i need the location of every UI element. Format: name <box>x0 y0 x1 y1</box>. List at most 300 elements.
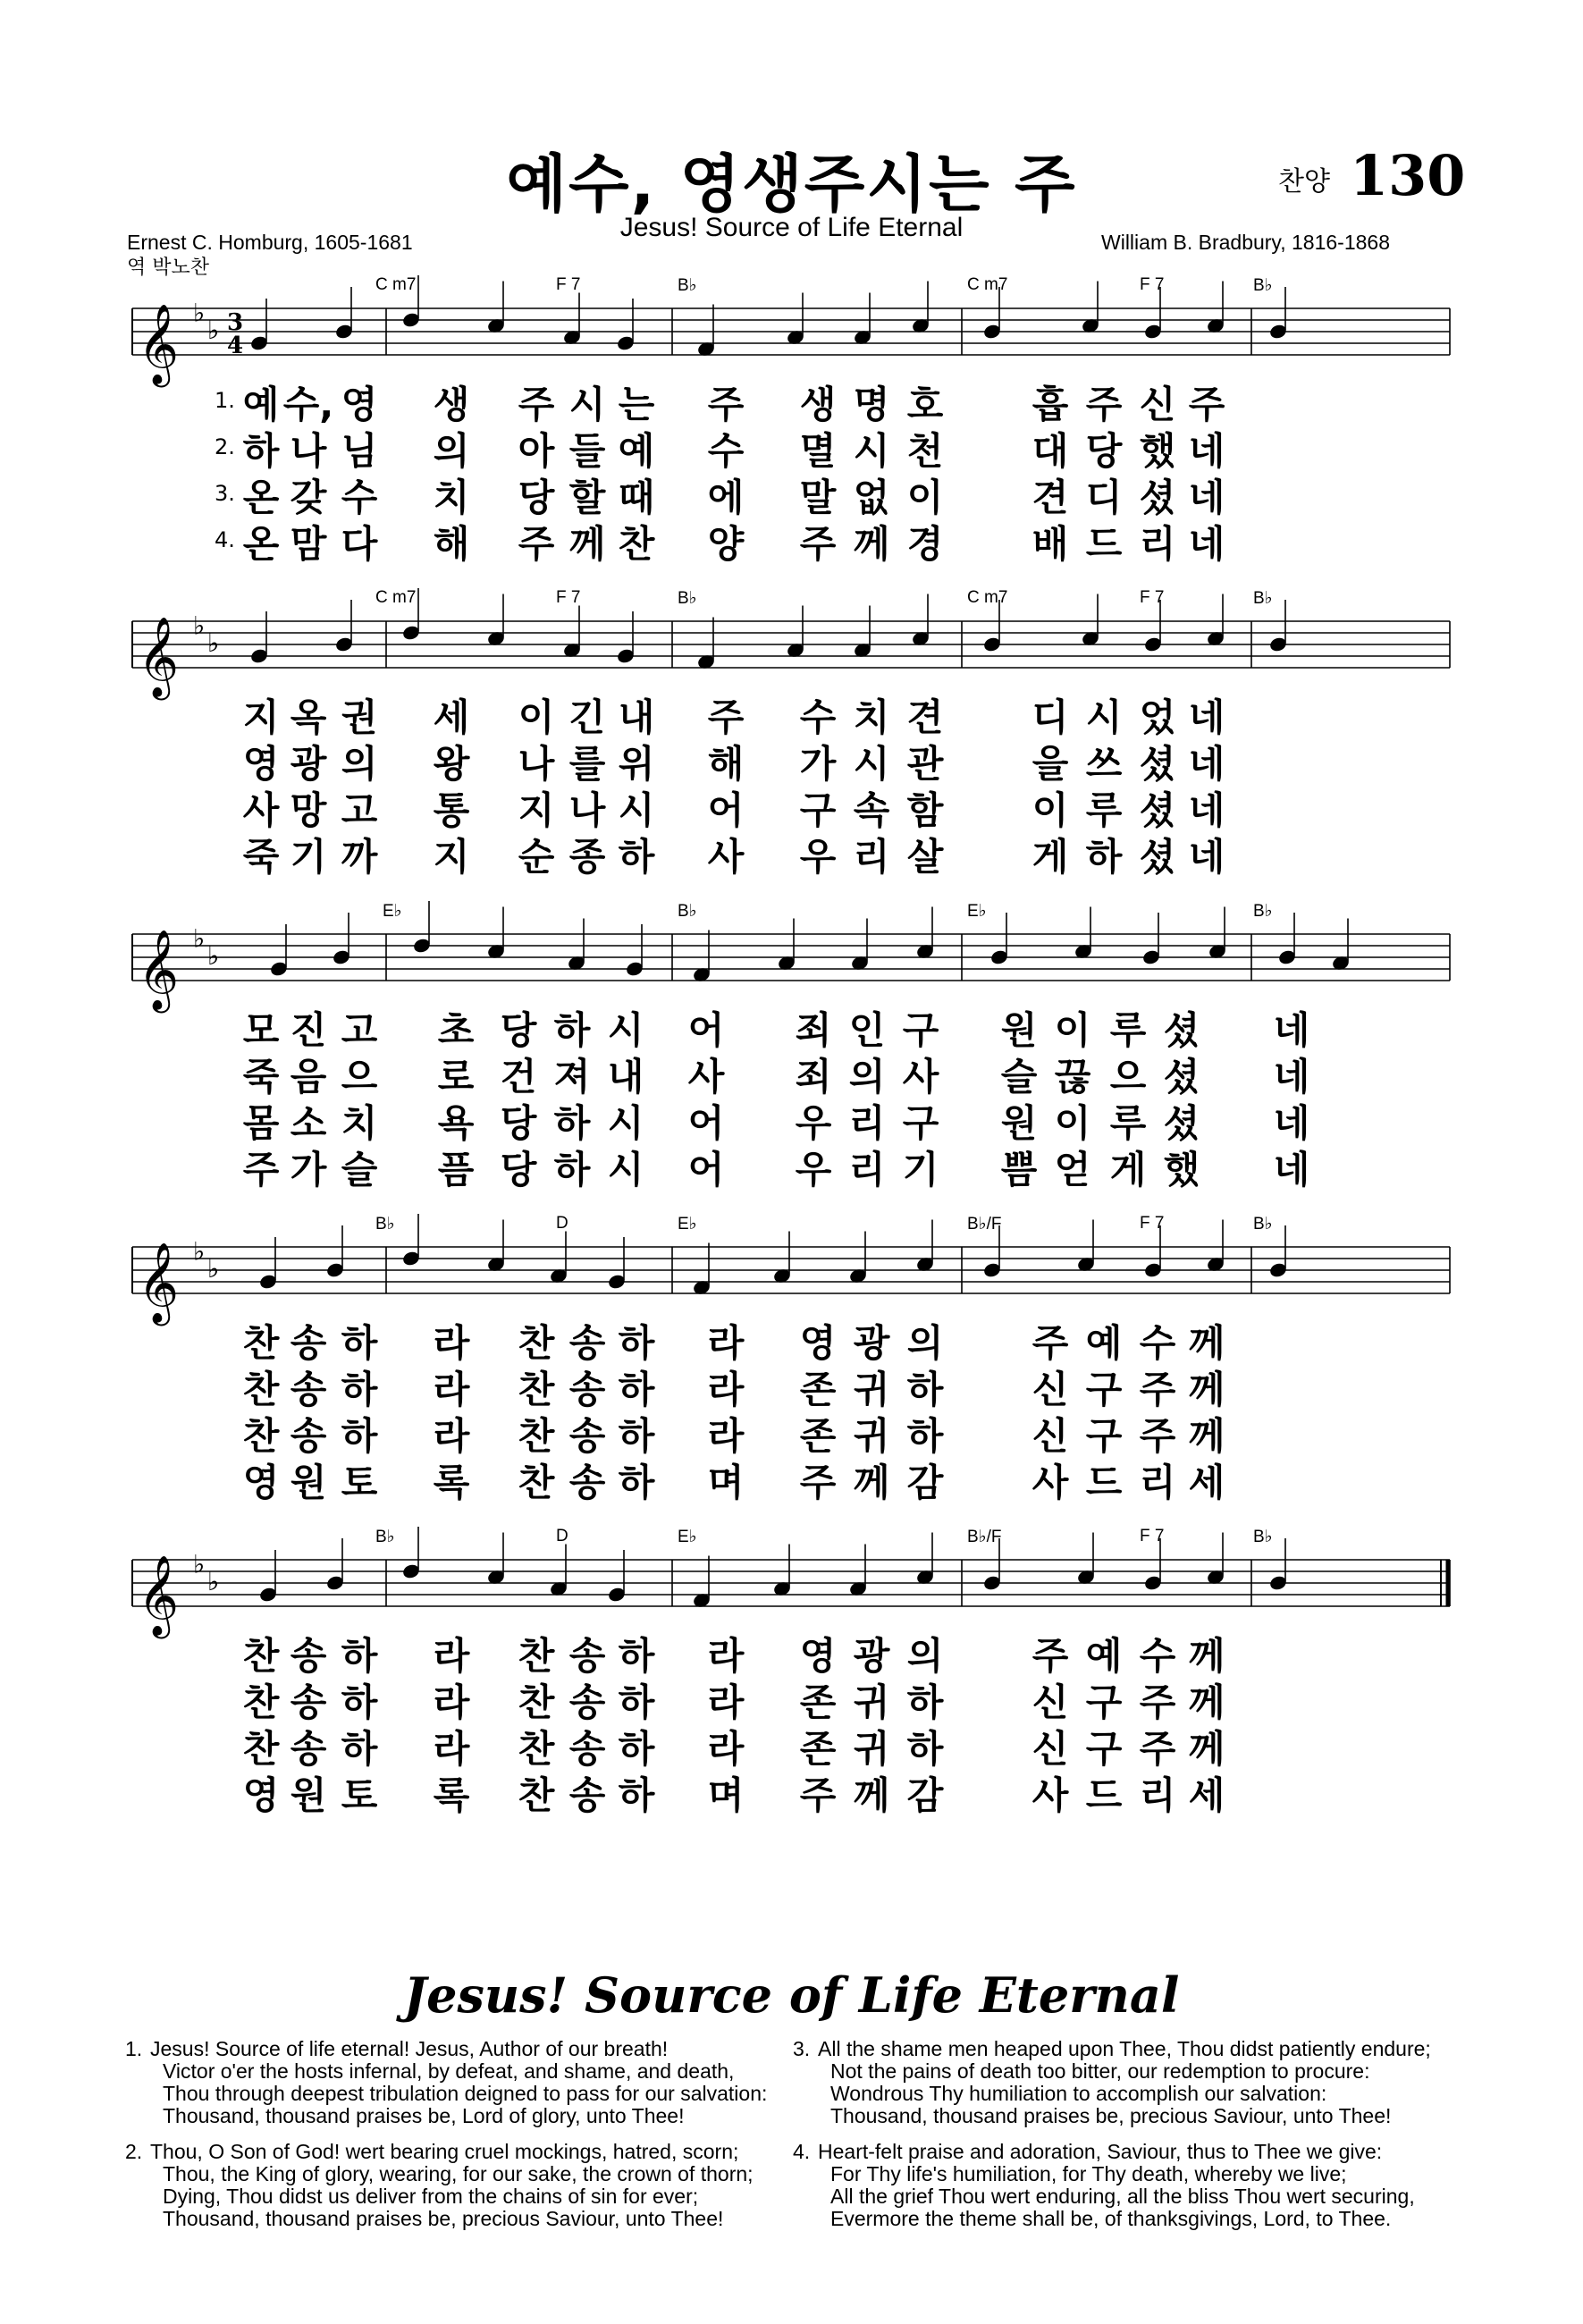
lyric-syllable: 구 <box>1085 1368 1123 1411</box>
lyric-syllable: 이 <box>1054 1101 1091 1145</box>
lyric-syllable: 초 <box>437 1008 475 1052</box>
lyric-syllable: 주 <box>707 383 745 426</box>
lyric-syllable: 통 <box>433 788 470 832</box>
lyric-syllable: 네 <box>1273 1055 1310 1099</box>
lyric-syllable: 원 <box>1000 1101 1038 1145</box>
verse-number: 2. <box>215 434 235 459</box>
chord-symbol: B♭/F <box>967 1528 1002 1546</box>
lyric-syllable: 록 <box>433 1461 470 1504</box>
lyric-syllable: 맘 <box>290 522 327 566</box>
flat-icon: ♭ <box>193 1236 206 1267</box>
lyric-syllable: 시 <box>607 1101 644 1145</box>
lyric-syllable: 우 <box>795 1101 832 1145</box>
lyric-syllable: 당 <box>500 1101 537 1145</box>
lyric-line <box>0 688 1583 739</box>
lyric-syllable: 송 <box>568 1414 606 1458</box>
lyric-syllable: 라 <box>707 1727 745 1771</box>
stanza-number: 1. <box>125 2037 143 2060</box>
lyric-syllable: 찬 <box>518 1321 555 1365</box>
lyric-syllable: 송 <box>290 1368 327 1411</box>
lyric-syllable: 라 <box>707 1321 745 1365</box>
chord-symbol: F 7 <box>1140 1214 1165 1233</box>
lyric-syllable: 송 <box>568 1634 606 1678</box>
lyric-syllable: 셨 <box>1139 742 1176 786</box>
lyric-syllable: 하 <box>618 1727 655 1771</box>
lyric-syllable: 쓰 <box>1085 742 1123 786</box>
flat-icon: ♭ <box>193 1549 206 1579</box>
chord-symbol: F 7 <box>1140 1527 1165 1545</box>
lyric-syllable: 사 <box>1031 1773 1069 1817</box>
lyric-syllable: 귀 <box>853 1368 890 1411</box>
flat-icon: ♭ <box>207 628 220 658</box>
lyric-syllable: 경 <box>906 522 944 566</box>
lyric-line <box>0 828 1583 879</box>
lyric-syllable: 께 <box>1188 1368 1225 1411</box>
lyric-syllable: 하 <box>341 1634 378 1678</box>
lyric-syllable: 망 <box>290 788 327 832</box>
lyric-syllable: 예 <box>1085 1321 1123 1365</box>
lyric-syllable: 송 <box>568 1727 606 1771</box>
lyric-syllable: 이 <box>1054 1008 1091 1052</box>
lyric-syllable: 인 <box>848 1008 886 1052</box>
lyric-syllable: 리 <box>853 835 890 879</box>
lyric-syllable: 게 <box>1109 1148 1147 1191</box>
lyric-syllable: 네 <box>1273 1148 1310 1191</box>
lyric-syllable: 가 <box>290 1148 327 1191</box>
lyric-syllable: 의 <box>906 1321 944 1365</box>
lyric-syllable: 드 <box>1085 1461 1123 1504</box>
lyric-syllable: 살 <box>906 835 944 879</box>
lyric-syllable: 라 <box>433 1727 470 1771</box>
stanza-line: Thousand, thousand praises be, precious Saviour, unto Thee! <box>163 2207 724 2230</box>
lyric-syllable: 죄 <box>795 1008 832 1052</box>
lyric-syllable: 신 <box>1139 383 1176 426</box>
chord-symbol: D <box>556 1527 568 1545</box>
lyric-syllable: 생 <box>799 383 837 426</box>
lyric-syllable: 록 <box>433 1773 470 1817</box>
lyric-syllable: 들 <box>568 429 606 473</box>
lyric-syllable: 라 <box>707 1414 745 1458</box>
treble-clef-icon: 𝄞 <box>138 1555 180 1636</box>
flat-icon: ♭ <box>193 298 206 328</box>
lyric-line <box>0 1314 1583 1365</box>
lyric-line <box>0 1001 1583 1052</box>
stanza-line: Not the pains of death too bitter, our redemption to procure: <box>830 2059 1370 2083</box>
chord-symbol: E♭ <box>967 902 987 921</box>
lyric-syllable: 우 <box>795 1148 832 1191</box>
english-title: Jesus! Source of Life Eternal <box>403 1966 1180 2024</box>
lyric-syllable: 어 <box>687 1101 725 1145</box>
lyric-syllable: 내 <box>618 695 655 739</box>
lyric-syllable: 치 <box>341 1101 378 1145</box>
lyric-syllable: 의 <box>848 1055 886 1099</box>
lyric-syllable: 라 <box>433 1680 470 1724</box>
stanza-line: Wondrous Thy humiliation to accomplish our salvation: <box>830 2082 1327 2105</box>
lyric-syllable: 찬 <box>518 1634 555 1678</box>
lyric-syllable: 끊 <box>1054 1055 1091 1099</box>
lyric-syllable: 주 <box>518 383 555 426</box>
lyric-syllable: 하 <box>618 1321 655 1365</box>
lyric-syllable: 귀 <box>853 1680 890 1724</box>
verse-number: 1. <box>215 388 235 413</box>
lyric-syllable: 영 <box>242 1461 280 1504</box>
flat-icon: ♭ <box>207 941 220 971</box>
lyric-syllable: 소 <box>290 1101 327 1145</box>
lyric-syllable: 의 <box>906 1634 944 1678</box>
lyric-syllable: 리 <box>1139 1461 1176 1504</box>
translator-credit: 역 박노찬 <box>127 257 210 279</box>
lyric-syllable: 죽 <box>242 835 280 879</box>
lyric-syllable: 하 <box>553 1101 591 1145</box>
lyric-syllable: 존 <box>799 1680 837 1724</box>
lyric-syllable: 수 <box>799 695 837 739</box>
lyric-syllable: 하 <box>906 1727 944 1771</box>
lyric-syllable: 시 <box>607 1008 644 1052</box>
lyric-line <box>0 781 1583 832</box>
stanza-line: Victor o'er the hosts infernal, by defeat, and shame, and death, <box>163 2059 735 2083</box>
lyric-line <box>0 422 1583 473</box>
chord-symbol: B♭/F <box>967 1215 1002 1234</box>
lyric-syllable: 이 <box>906 476 944 519</box>
lyric-syllable: 원 <box>290 1773 327 1817</box>
lyric-syllable: 리 <box>1139 1773 1176 1817</box>
treble-clef-icon: 𝄞 <box>138 617 180 697</box>
lyric-syllable: 했 <box>1139 429 1176 473</box>
lyric-syllable: 하 <box>618 1461 655 1504</box>
chord-symbol: D <box>556 1214 568 1233</box>
lyric-syllable: 셨 <box>1163 1055 1200 1099</box>
lyric-syllable: 온 <box>242 476 280 519</box>
lyric-syllable: 네 <box>1188 695 1225 739</box>
chord-symbol: E♭ <box>678 1528 697 1546</box>
lyric-syllable: 모 <box>242 1008 280 1052</box>
lyric-syllable: 구 <box>1085 1414 1123 1458</box>
lyric-syllable: 주 <box>1031 1634 1069 1678</box>
lyric-syllable: 수 <box>341 476 378 519</box>
stanza-line: Thousand, thousand praises be, precious Saviour, unto Thee! <box>830 2104 1392 2127</box>
lyric-line <box>0 375 1583 426</box>
lyric-syllable: 영 <box>242 742 280 786</box>
lyric-syllable: 셨 <box>1139 788 1176 832</box>
lyric-syllable: 슬 <box>1000 1055 1038 1099</box>
lyric-line <box>0 1141 1583 1191</box>
lyric-syllable: 주 <box>707 695 745 739</box>
lyric-syllable: 사 <box>1031 1461 1069 1504</box>
lyric-syllable: 수 <box>1139 1634 1176 1678</box>
lyric-syllable: 주 <box>1085 383 1123 426</box>
lyric-syllable: 명 <box>853 383 890 426</box>
lyric-syllable: 송 <box>568 1368 606 1411</box>
lyric-syllable: 주 <box>518 522 555 566</box>
lyric-syllable: 쁨 <box>1000 1148 1038 1191</box>
lyric-syllable: 주 <box>1031 1321 1069 1365</box>
chord-symbol: B♭ <box>1253 902 1273 921</box>
lyric-syllable: 께 <box>853 522 890 566</box>
lyric-syllable: 하 <box>242 429 280 473</box>
lyric-syllable: 천 <box>906 429 944 473</box>
lyric-syllable: 이 <box>518 695 555 739</box>
lyric-line <box>0 1766 1583 1817</box>
lyric-syllable: 함 <box>906 788 944 832</box>
lyric-syllable: 신 <box>1031 1368 1069 1411</box>
english-stanza <box>793 2140 1415 2230</box>
lyric-line <box>0 735 1583 786</box>
composer-credit: William B. Bradbury, 1816-1868 <box>1101 231 1390 254</box>
flat-icon: ♭ <box>207 1254 220 1284</box>
lyric-syllable: 하 <box>906 1414 944 1458</box>
verse-number: 3. <box>215 481 235 506</box>
lyric-syllable: 송 <box>290 1680 327 1724</box>
lyric-syllable: 해 <box>707 742 745 786</box>
lyric-syllable: 죄 <box>795 1055 832 1099</box>
lyric-line <box>0 1453 1583 1504</box>
lyric-syllable: 기 <box>902 1148 939 1191</box>
lyric-syllable: 리 <box>1139 522 1176 566</box>
lyric-syllable: 지 <box>242 695 280 739</box>
lyric-syllable: 어 <box>707 788 745 832</box>
lyric-syllable: 위 <box>618 742 655 786</box>
chord-symbol: F 7 <box>1140 588 1165 607</box>
lyric-syllable: 했 <box>1163 1148 1200 1191</box>
chord-symbol: C m7 <box>967 275 1008 294</box>
lyric-syllable: 송 <box>290 1414 327 1458</box>
lyric-syllable: 네 <box>1188 788 1225 832</box>
lyric-syllable: 영 <box>341 383 378 426</box>
chord-symbol: B♭ <box>1253 1528 1273 1546</box>
lyric-syllable: 갖 <box>290 476 327 519</box>
lyric-syllable: 라 <box>433 1414 470 1458</box>
lyric-syllable: 건 <box>500 1055 537 1099</box>
lyric-syllable: 배 <box>1031 522 1069 566</box>
lyric-syllable: 찬 <box>242 1634 280 1678</box>
lyric-syllable: 하 <box>341 1680 378 1724</box>
lyric-syllable: 신 <box>1031 1680 1069 1724</box>
lyric-syllable: 찬 <box>518 1414 555 1458</box>
lyric-syllable: 종 <box>568 835 606 879</box>
lyric-syllable: 죽 <box>242 1055 280 1099</box>
chord-symbol: B♭ <box>1253 276 1273 295</box>
lyric-syllable: 예 <box>618 429 655 473</box>
lyric-line <box>0 1627 1583 1678</box>
lyric-syllable: 대 <box>1031 429 1069 473</box>
lyric-syllable: 기 <box>290 835 327 879</box>
stanza-line: Dying, Thou didst us deliver from the chains of sin for ever; <box>163 2185 699 2208</box>
lyric-syllable: 당 <box>500 1148 537 1191</box>
treble-clef-icon: 𝄞 <box>138 1242 180 1323</box>
english-stanza <box>793 2037 1431 2127</box>
lyric-syllable: 네 <box>1273 1008 1310 1052</box>
stanza-line: Evermore the theme shall be, of thanksgivings, Lord, to Thee. <box>830 2207 1392 2230</box>
lyric-syllable: 게 <box>1031 835 1069 879</box>
lyric-line <box>0 1673 1583 1724</box>
lyric-syllable: 하 <box>906 1680 944 1724</box>
lyric-syllable: 진 <box>290 1008 327 1052</box>
lyric-syllable: 해 <box>433 522 470 566</box>
lyric-syllable: 드 <box>1085 1773 1123 1817</box>
lyric-syllable: 가 <box>799 742 837 786</box>
lyric-syllable: 라 <box>707 1680 745 1724</box>
lyric-syllable: 영 <box>242 1773 280 1817</box>
lyric-line <box>0 1094 1583 1145</box>
lyric-syllable: 토 <box>341 1461 378 1504</box>
lyric-syllable: 주 <box>1139 1680 1176 1724</box>
lyric-syllable: 온 <box>242 522 280 566</box>
lyric-syllable: 긴 <box>568 695 606 739</box>
lyric-syllable: 디 <box>1031 695 1069 739</box>
lyric-syllable: 시 <box>618 788 655 832</box>
stanza-line: Thou, O Son of God! wert bearing cruel mockings, hatred, scorn; <box>150 2140 739 2163</box>
stanza-line: Thousand, thousand praises be, Lord of glory, unto Thee! <box>163 2104 685 2127</box>
lyric-syllable: 할 <box>568 476 606 519</box>
lyric-syllable: 께 <box>1188 1680 1225 1724</box>
lyric-syllable: 송 <box>568 1773 606 1817</box>
author-credit: Ernest C. Homburg, 1605-1681 <box>127 231 413 254</box>
lyric-syllable: 주 <box>799 1773 837 1817</box>
lyric-syllable: 께 <box>1188 1321 1225 1365</box>
lyric-syllable: 사 <box>707 835 745 879</box>
lyric-syllable: 옥 <box>290 695 327 739</box>
chord-symbol: F 7 <box>556 275 581 294</box>
lyric-syllable: 지 <box>433 835 470 879</box>
lyric-syllable: 사 <box>242 788 280 832</box>
lyric-syllable: 신 <box>1031 1727 1069 1771</box>
flat-icon: ♭ <box>193 923 206 954</box>
lyric-syllable: 시 <box>1085 695 1123 739</box>
lyric-syllable: 리 <box>848 1148 886 1191</box>
lyric-syllable: 하 <box>341 1368 378 1411</box>
chord-symbol: C m7 <box>375 275 417 294</box>
chord-symbol: E♭ <box>383 902 402 921</box>
lyric-syllable: 께 <box>853 1773 890 1817</box>
chord-symbol: F 7 <box>556 588 581 607</box>
lyric-syllable: 하 <box>553 1008 591 1052</box>
lyric-syllable: 세 <box>433 695 470 739</box>
stanza-line: All the shame men heaped upon Thee, Thou didst patiently endure; <box>818 2037 1431 2060</box>
treble-clef-icon: 𝄞 <box>138 930 180 1010</box>
lyric-syllable: 구 <box>1085 1680 1123 1724</box>
chord-symbol: B♭ <box>678 902 697 921</box>
lyric-syllable: 구 <box>1085 1727 1123 1771</box>
lyric-syllable: 시 <box>853 429 890 473</box>
english-stanza <box>125 2037 768 2127</box>
lyric-syllable: 나 <box>568 788 606 832</box>
lyric-line <box>0 1048 1583 1099</box>
lyric-syllable: 왕 <box>433 742 470 786</box>
lyric-syllable: 수 <box>1139 1321 1176 1365</box>
lyric-syllable: 하 <box>618 1773 655 1817</box>
lyric-syllable: 지 <box>518 788 555 832</box>
lyric-syllable: 감 <box>906 1461 944 1504</box>
lyric-syllable: 구 <box>902 1008 939 1052</box>
lyric-syllable: 송 <box>290 1321 327 1365</box>
lyric-syllable: 당 <box>518 476 555 519</box>
lyric-syllable: 영 <box>799 1321 837 1365</box>
stanza-line: Thou, the King of glory, wearing, for our sake, the crown of thorn; <box>163 2162 754 2185</box>
lyric-syllable: 네 <box>1188 742 1225 786</box>
time-signature-icon: 3 <box>227 309 244 336</box>
lyric-syllable: 토 <box>341 1773 378 1817</box>
lyric-syllable: 예 <box>242 383 280 426</box>
lyric-syllable: 원 <box>1000 1008 1038 1052</box>
lyric-syllable: 다 <box>341 522 378 566</box>
lyric-syllable: 라 <box>433 1634 470 1678</box>
lyric-syllable: 흡 <box>1031 383 1069 426</box>
lyric-syllable: 었 <box>1139 695 1176 739</box>
lyric-syllable: 수 <box>707 429 745 473</box>
lyric-syllable: 셨 <box>1139 835 1176 879</box>
lyric-syllable: 견 <box>906 695 944 739</box>
lyric-syllable: 네 <box>1188 522 1225 566</box>
treble-clef-icon: 𝄞 <box>138 304 180 384</box>
stanza-line: Thou through deepest tribulation deigned to pass for our salvation: <box>163 2082 768 2105</box>
lyric-syllable: 아 <box>518 429 555 473</box>
lyric-syllable: 광 <box>290 742 327 786</box>
chord-symbol: B♭ <box>678 276 697 295</box>
stanza-line: Jesus! Source of life eternal! Jesus, Author of our breath! <box>150 2037 669 2060</box>
lyric-syllable: 수, <box>282 383 334 426</box>
lyric-syllable: 세 <box>1188 1773 1225 1817</box>
hymn-number: 130 <box>1350 143 1466 208</box>
lyric-syllable: 루 <box>1109 1008 1147 1052</box>
chord-symbol: B♭ <box>678 589 697 608</box>
lyric-syllable: 하 <box>341 1727 378 1771</box>
chord-symbol: B♭ <box>1253 1215 1273 1234</box>
lyric-syllable: 찬 <box>242 1368 280 1411</box>
lyric-syllable: 감 <box>906 1773 944 1817</box>
lyric-syllable: 고 <box>341 1008 378 1052</box>
lyric-syllable: 에 <box>707 476 745 519</box>
lyric-syllable: 시 <box>853 742 890 786</box>
lyric-syllable: 사 <box>687 1055 725 1099</box>
lyric-syllable: 까 <box>341 835 378 879</box>
lyric-syllable: 귀 <box>853 1727 890 1771</box>
lyric-syllable: 치 <box>853 695 890 739</box>
lyric-syllable: 님 <box>341 429 378 473</box>
lyric-syllable: 권 <box>341 695 378 739</box>
lyric-syllable: 하 <box>341 1414 378 1458</box>
lyric-syllable: 네 <box>1188 476 1225 519</box>
lyric-syllable: 찬 <box>618 522 655 566</box>
chord-symbol: B♭ <box>1253 589 1273 608</box>
lyric-syllable: 하 <box>618 835 655 879</box>
lyric-syllable: 구 <box>799 788 837 832</box>
lyric-syllable: 를 <box>568 742 606 786</box>
lyric-syllable: 구 <box>902 1101 939 1145</box>
hymn-label: 찬양 <box>1278 166 1330 198</box>
lyric-syllable: 이 <box>1031 788 1069 832</box>
lyric-syllable: 찬 <box>242 1680 280 1724</box>
lyric-syllable: 하 <box>618 1414 655 1458</box>
lyric-syllable: 하 <box>618 1368 655 1411</box>
lyric-syllable: 픔 <box>437 1148 475 1191</box>
lyric-line <box>0 1407 1583 1458</box>
lyric-syllable: 시 <box>568 383 606 426</box>
lyric-syllable: 께 <box>568 522 606 566</box>
lyric-syllable: 세 <box>1188 1461 1225 1504</box>
lyric-syllable: 하 <box>906 1368 944 1411</box>
lyric-syllable: 며 <box>707 1773 745 1817</box>
lyric-syllable: 존 <box>799 1414 837 1458</box>
lyric-syllable: 나 <box>518 742 555 786</box>
lyric-syllable: 네 <box>1188 429 1225 473</box>
lyric-syllable: 주 <box>1139 1368 1176 1411</box>
lyric-syllable: 우 <box>799 835 837 879</box>
lyric-syllable: 찬 <box>242 1321 280 1365</box>
chord-symbol: B♭ <box>375 1528 395 1546</box>
lyric-syllable: 셨 <box>1163 1101 1200 1145</box>
lyric-syllable: 며 <box>707 1461 745 1504</box>
lyric-syllable: 리 <box>848 1101 886 1145</box>
